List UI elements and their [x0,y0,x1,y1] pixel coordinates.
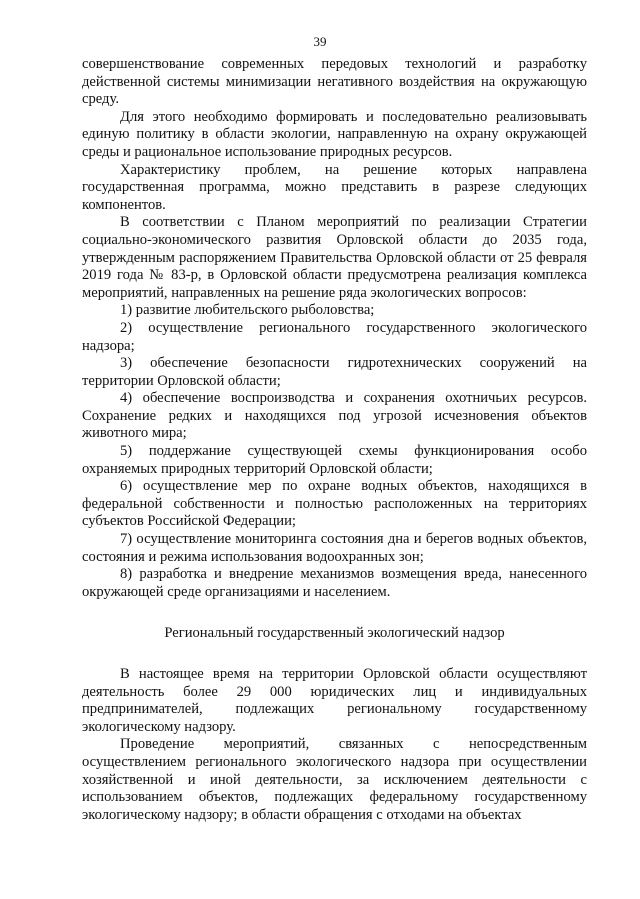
list-item: 7) осуществление мониторинга состояния дна и берегов водных объектов, состояния и режима использования водоохранных зон; [82,531,587,565]
list-item: 2) осуществление регионального государственного экологического надзора; [82,319,587,354]
list-item: 5) поддержание существующей схемы функционирования особо охраняемых природных территорий Орловской области; [82,443,587,477]
list-item: 8) разработка и внедрение механизмов возмещения вреда, нанесенного окружающей среде организациями и населением. [82,566,587,600]
paragraph: Для этого необходимо формировать и последовательно реализовывать единую политику в области экологии, направленную на охрану окружающей среды и рациональное использование природных ресурсов. [82,108,587,160]
section-heading: Региональный государственный экологический надзор [164,625,505,642]
paragraph: В настоящее время на территории Орловской области осуществляют деятельность более 29 000 юридических лиц и индивидуальных предпринимателей, подлежащих региональному государственному экологическому надзору. [82,666,587,735]
paragraph-continuation: совершенствование современных передовых технологий и разработку действенной системы минимизации негативного воздействия на окружающую среду. [82,56,587,108]
list-item: 1) развитие любительского рыболовства; [120,302,375,319]
paragraph: Проведение мероприятий, связанных с непосредственным осуществлением регионального экологического надзора при осуществлении хозяйственной и иной деятельности, за исключением деятельности с использованием объектов, подлежащих федеральному государственному экологическому надзору; в области обращения с отходами на объектах [82,736,587,823]
list-item: 4) обеспечение воспроизводства и сохранения охотничьих ресурсов. Сохранение редких и находящихся под угрозой исчезновения объектов животного мира; [82,390,587,442]
page-number: 39 [313,34,327,49]
paragraph: В соответствии с Планом мероприятий по реализации Стратегии социально-экономического развития Орловской области до 2035 года, утвержденным распоряжением Правительства Орловской области от 25 февраля 2019 года № 83-р, в Орловской области предусмотрена реализация комплекса мероприятий, направленных на решение ряда экологических вопросов: [82,214,587,301]
list-item: 6) осуществление мер по охране водных объектов, находящихся в федеральной собственности и полностью расположенных на территориях субъектов Российской Федерации; [82,478,587,530]
document-body [82,56,587,824]
paragraph: Характеристику проблем, на решение которых направлена государственная программа, можно представить в разрезе следующих компонентов. [82,161,587,213]
list-item: 3) обеспечение безопасности гидротехнических сооружений на территории Орловской области; [82,355,587,389]
